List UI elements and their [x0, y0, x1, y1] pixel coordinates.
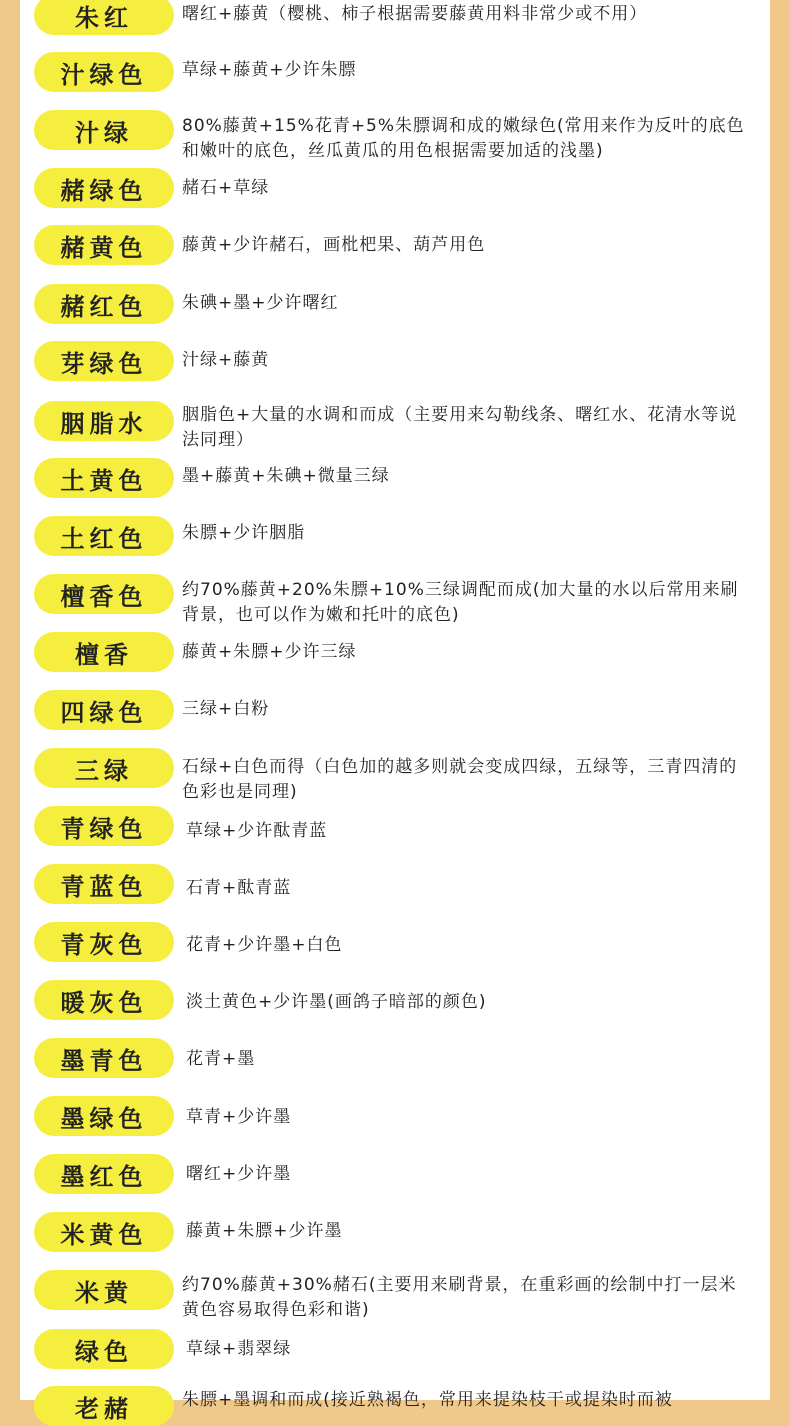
color-name-pill: 赭黄色 [34, 225, 174, 265]
color-recipe: 朱膘+墨调和而成(接近熟褐色，常用来提染枝干或提染时而被 [182, 1390, 673, 1410]
color-name-pill: 赭绿色 [34, 168, 174, 208]
color-name-pill: 米黄 [34, 1270, 174, 1310]
color-name-pill: 土红色 [34, 516, 174, 556]
color-name-pill: 墨青色 [34, 1038, 174, 1078]
color-name-pill: 三绿 [34, 748, 174, 788]
color-name-pill: 老赭 [34, 1386, 174, 1426]
color-recipe: 曙红+藤黄（樱桃、柿子根据需要藤黄用料非常少或不用） [182, 4, 648, 24]
color-recipe: 草绿+藤黄+少许朱膘 [182, 60, 357, 80]
color-name-pill: 米黄色 [34, 1212, 174, 1252]
color-recipe: 胭脂色+大量的水调和而成（主要用来勾勒线条、曙红水、花清水等说法同理） [182, 405, 738, 450]
color-recipe: 约70%藤黄+30%赭石(主要用来刷背景，在重彩画的绘制中打一层米黄色容易取得色彩和谐) [182, 1275, 737, 1320]
color-recipe: 藤黄+朱膘+少许墨 [186, 1221, 343, 1241]
color-recipe: 藤黄+少许赭石，画枇杷果、葫芦用色 [182, 235, 486, 255]
color-recipe: 约70%藤黄+20%朱膘+10%三绿调配而成(加大量的水以后常用来刷背景，也可以作为嫩和托叶的底色) [182, 580, 739, 625]
color-recipe: 三绿+白粉 [182, 699, 270, 719]
color-name-pill: 赭红色 [34, 284, 174, 324]
color-name-pill: 檀香 [34, 632, 174, 672]
color-recipe: 石绿+白色而得（白色加的越多则就会变成四绿，五绿等，三青四清的色彩也是同理) [182, 757, 738, 802]
color-recipe: 赭石+草绿 [182, 178, 270, 198]
color-name-pill: 胭脂水 [34, 401, 174, 441]
color-recipe: 草绿+翡翠绿 [186, 1339, 292, 1359]
color-recipe: 石青+酞青蓝 [186, 878, 292, 898]
color-recipe: 墨+藤黄+朱碘+微量三绿 [182, 466, 390, 486]
color-recipe: 花青+墨 [186, 1049, 256, 1069]
color-recipe: 淡土黄色+少许墨(画鸽子暗部的颜色) [186, 992, 487, 1012]
color-name-pill: 四绿色 [34, 690, 174, 730]
color-name-pill: 青绿色 [34, 806, 174, 846]
color-recipe: 朱碘+墨+少许曙红 [182, 293, 339, 313]
color-name-pill: 绿色 [34, 1329, 174, 1369]
color-name-pill: 朱红 [34, 0, 174, 35]
color-recipe: 汁绿+藤黄 [182, 350, 270, 370]
color-name-pill: 墨绿色 [34, 1096, 174, 1136]
color-name-pill: 青蓝色 [34, 864, 174, 904]
color-recipe: 曙红+少许墨 [186, 1164, 292, 1184]
color-name-pill: 土黄色 [34, 458, 174, 498]
color-name-pill: 暖灰色 [34, 980, 174, 1020]
color-recipe: 80%藤黄+15%花青+5%朱膘调和成的嫩绿色(常用来作为反叶的底色和嫩叶的底色，丝瓜黄瓜的用色根据需要加适的浅墨) [182, 116, 745, 161]
color-name-pill: 汁绿色 [34, 52, 174, 92]
color-recipe: 藤黄+朱膘+少许三绿 [182, 642, 357, 662]
color-recipe: 花青+少许墨+白色 [186, 935, 343, 955]
color-name-pill: 檀香色 [34, 574, 174, 614]
color-name-pill: 芽绿色 [34, 341, 174, 381]
color-recipe: 草青+少许墨 [186, 1107, 292, 1127]
color-recipe: 草绿+少许酞青蓝 [186, 821, 328, 841]
color-name-pill: 墨红色 [34, 1154, 174, 1194]
color-name-pill: 汁绿 [34, 110, 174, 150]
color-recipe: 朱膘+少许胭脂 [182, 523, 306, 543]
recipe-panel [20, 0, 770, 1423]
color-name-pill: 青灰色 [34, 922, 174, 962]
